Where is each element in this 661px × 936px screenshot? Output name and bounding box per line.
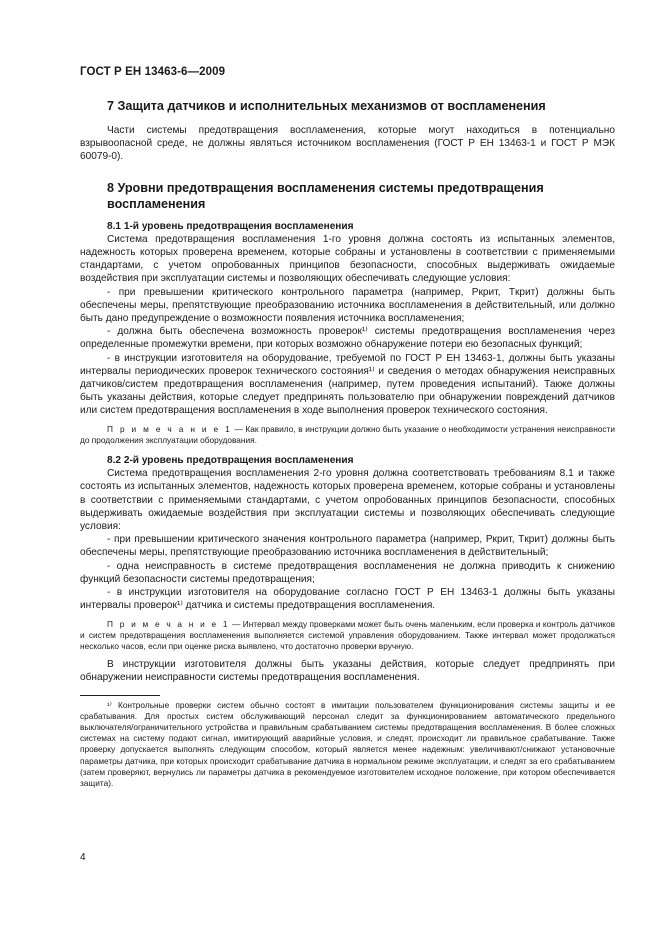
page-content [80, 98, 615, 789]
section-7-text: Части системы предотвращения воспламенения, которые могут находиться в потенциально взрывоопасной среде, не должны являться источником воспламенения (ГОСТ Р ЕН 13463-1 и ГОСТ Р МЭК 60079-0). [80, 125, 615, 163]
note-text: — Интервал между проверками может быть очень маленьким, если проверка и контроль датчиков и систем предотвращения воспламенения выполняется системой управления оборудованием. Также интервал может продолжаться несколько часов, если при оценке риска выявлено, что достаточно проверки вручную. [80, 618, 615, 651]
section-8-2-para-4: - в инструкции изготовителя на оборудование согласно ГОСТ Р ЕН 13463-1 должны быть указаны интервалы проверок¹⁾ датчика и системы предотвращения воспламенения. [80, 587, 615, 612]
section-8-1-note [80, 424, 615, 446]
section-8-2-para-2: - при превышении критического значения контрольного параметра (например, Pкрит, Tкрит) должны быть обеспечены меры, препятствующие преобразованию источника воспламенения в действительный; [80, 534, 615, 559]
section-8-2-para-5: В инструкции изготовителя должны быть указаны действия, которые следует предпринять при обнаружении неисправности системы предотвращения воспламенения. [80, 659, 615, 684]
section-8-2-para-3: - одна неисправность в системе предотвращения воспламенения не должна приводить к снижению функций безопасности системы предотвращения; [80, 560, 615, 585]
section-8-1-para-4: - в инструкции изготовителя на оборудование, требуемой по ГОСТ Р ЕН 13463-1, должны быть указаны интервалы периодических проверок технического состояния¹⁾ и сведения о методах обнаружения неисправных датчиков/систем предотвращения воспламенения (например, путем проведения испытаний). Также должны быть указаны действия, которые следует предпринять пользователю при обнаружении повреждений датчиков или систем предотвращения воспламенения в ходе выполнения проверок технического состояния. [80, 352, 615, 417]
note-label: П р и м е ч а н и е 1 [107, 423, 232, 434]
section-8-1-para-2: - при превышении критического контрольного параметра (например, Pкрит, Tкрит) должны быть обеспечены меры, препятствующие преобразованию источника воспламенения в действительный, или должно быть дано предупреждение о возможности появления источника воспламенения; [80, 286, 615, 325]
section-8-1-para-1: Система предотвращения воспламенения 1-го уровня должна состоять из испытанных элементов, надежность которых проверена временем, которые собраны и установлены в соответствии с применяемыми стандартами, с учетом опробованных принципов безопасности, способных выдерживать ожидаемые воздействия при эксплуатации системы и позволяющих обеспечивать следующие условия: [80, 233, 615, 285]
section-7-title: 7 Защита датчиков и исполнительных механизмов от воспламенения [107, 99, 546, 113]
footnote: ¹⁾ Контрольные проверки систем обычно состоят в имитации пользователем функционирования системы защиты и ее срабатывания. Для простых систем обслуживающий персонал следит за функционированием автоматического предельного выключателя/ограничительного устройства и правильным срабатыванием системы предотвращения воспламенения. В более сложных системах на систему подают сигнал, имитирующий аварийные условия, и следят, происходит ли правильное срабатывание. Также проверку допускается выполнять следующим способом, который является менее надежным: увеличивают/снижают установочные параметры датчика, при которых происходит срабатывание датчика в нормальном режиме эксплуатации, и следят за его срабатыванием (затем проверяют, вернулись ли параметры датчика в рекомендуемое изготовителем исходное положение, при котором обеспечивается защита). [80, 699, 615, 788]
section-8-2-title: 8.2 2-й уровень предотвращения воспламенения [107, 455, 354, 467]
document-header: ГОСТ Р ЕН 13463-6—2009 [80, 66, 226, 78]
section-8-2-note [80, 619, 615, 653]
note-text: — Как правило, в инструкции должно быть указание о необходимости устранения неисправности до продолжения эксплуатации оборудования. [80, 423, 615, 445]
section-8-1-title: 8.1 1-й уровень предотвращения воспламенения [107, 220, 354, 232]
page-number: 4 [80, 852, 86, 863]
note-label: П р и м е ч а н и е 1 [107, 618, 230, 629]
section-8-2-para-1: Система предотвращения воспламенения 2-го уровня должна соответствовать требованиям 8.1 и также состоять из испытанных элементов, надежность которых проверена временем, которые собраны и установлены в соответствии с применяемыми стандартами, с учетом опробованных принципов безопасности, способных выдерживать ожидаемые воздействия при эксплуатации системы и позволяющих обеспечивать следующие условия: [80, 468, 615, 533]
section-8-title: 8 Уровни предотвращения воспламенения системы предотвращения воспламенения [107, 180, 544, 211]
section-8-1-para-3: - должна быть обеспечена возможность проверок¹⁾ системы предотвращения воспламенения через определенные промежутки времени, при которых возможно обнаружение потери ею безопасных функций; [80, 326, 615, 351]
